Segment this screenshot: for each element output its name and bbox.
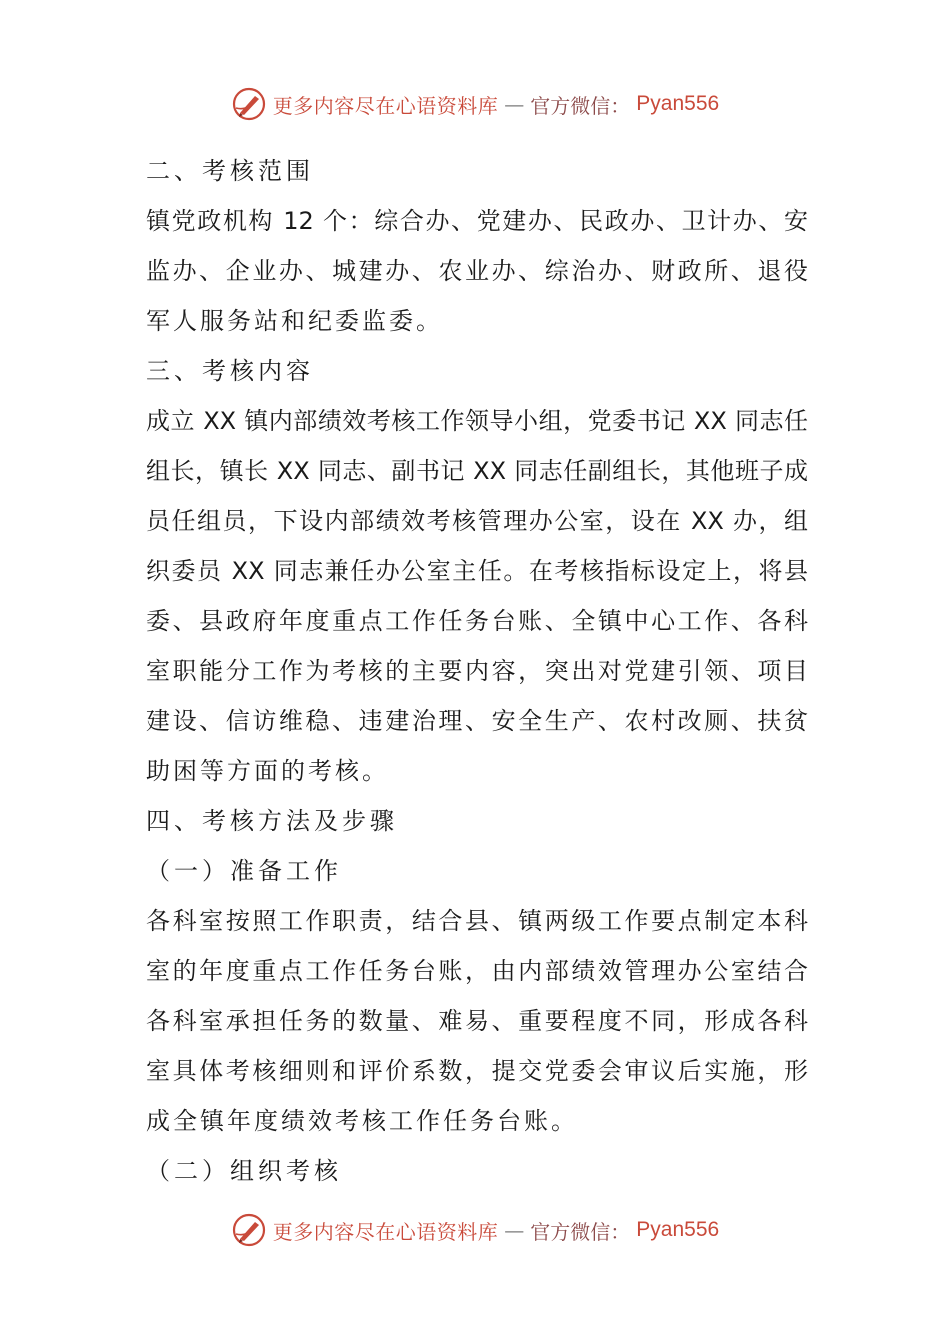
paragraph-line: 织委员 XX 同志兼任办公室主任。在考核指标设定上，将县 xyxy=(146,557,808,585)
subsection-heading-preparation: （一）准备工作 xyxy=(146,857,342,885)
paragraph-line: 建设、信访维稳、违建治理、安全生产、农村改厕、扶贫 xyxy=(146,707,808,735)
paragraph-line: 室的年度重点工作任务台账，由内部绩效管理办公室结合 xyxy=(146,957,808,985)
paragraph-line: 室职能分工作为考核的主要内容，突出对党建引领、项目 xyxy=(146,657,808,685)
paragraph-line: 监办、企业办、城建办、农业办、综治办、财政所、退役 xyxy=(146,257,808,285)
paragraph-line: 助困等方面的考核。 xyxy=(146,757,389,785)
paragraph-line: 委、县政府年度重点工作任务台账、全镇中心工作、各科 xyxy=(146,607,808,635)
paragraph-line: 员任组员，下设内部绩效考核管理办公室，设在 XX 办，组 xyxy=(146,507,808,535)
pen-circle-logo-icon xyxy=(231,86,267,122)
banner-wechat-label: 官方微信： xyxy=(530,93,631,118)
banner-separator: — xyxy=(504,1218,525,1242)
section-heading-content: 三、考核内容 xyxy=(146,357,314,385)
banner-wechat-id: Pyan556 xyxy=(636,92,720,115)
paragraph-line: 组长，镇长 XX 同志、副书记 XX 同志任副组长，其他班子成 xyxy=(146,457,808,485)
banner-separator: — xyxy=(504,92,525,116)
document-body xyxy=(146,146,808,1196)
header-banner xyxy=(0,82,950,126)
section-heading-method: 四、考核方法及步骤 xyxy=(146,807,398,835)
banner-wechat-label: 官方微信： xyxy=(530,1219,631,1244)
section-heading-scope: 二、考核范围 xyxy=(146,157,314,185)
paragraph-line: 军人服务站和纪委监委。 xyxy=(146,307,443,335)
footer-banner xyxy=(0,1208,950,1252)
paragraph-line: 成全镇年度绩效考核工作任务台账。 xyxy=(146,1107,578,1135)
pen-circle-logo-icon xyxy=(231,1212,267,1248)
banner-site-text: 更多内容尽在心语资料库 xyxy=(272,93,499,118)
paragraph-line: 室具体考核细则和评价系数，提交党委会审议后实施，形 xyxy=(146,1057,808,1085)
banner-site-text: 更多内容尽在心语资料库 xyxy=(272,1219,499,1244)
banner-wechat-id: Pyan556 xyxy=(636,1218,720,1241)
paragraph-line: 各科室按照工作职责，结合县、镇两级工作要点制定本科 xyxy=(146,907,808,935)
paragraph-line: 成立 XX 镇内部绩效考核工作领导小组，党委书记 XX 同志任 xyxy=(146,407,808,435)
paragraph-line: 各科室承担任务的数量、难易、重要程度不同，形成各科 xyxy=(146,1007,808,1035)
paragraph-line: 镇党政机构 12 个：综合办、党建办、民政办、卫计办、安 xyxy=(146,207,808,235)
subsection-heading-organize: （二）组织考核 xyxy=(146,1157,342,1185)
